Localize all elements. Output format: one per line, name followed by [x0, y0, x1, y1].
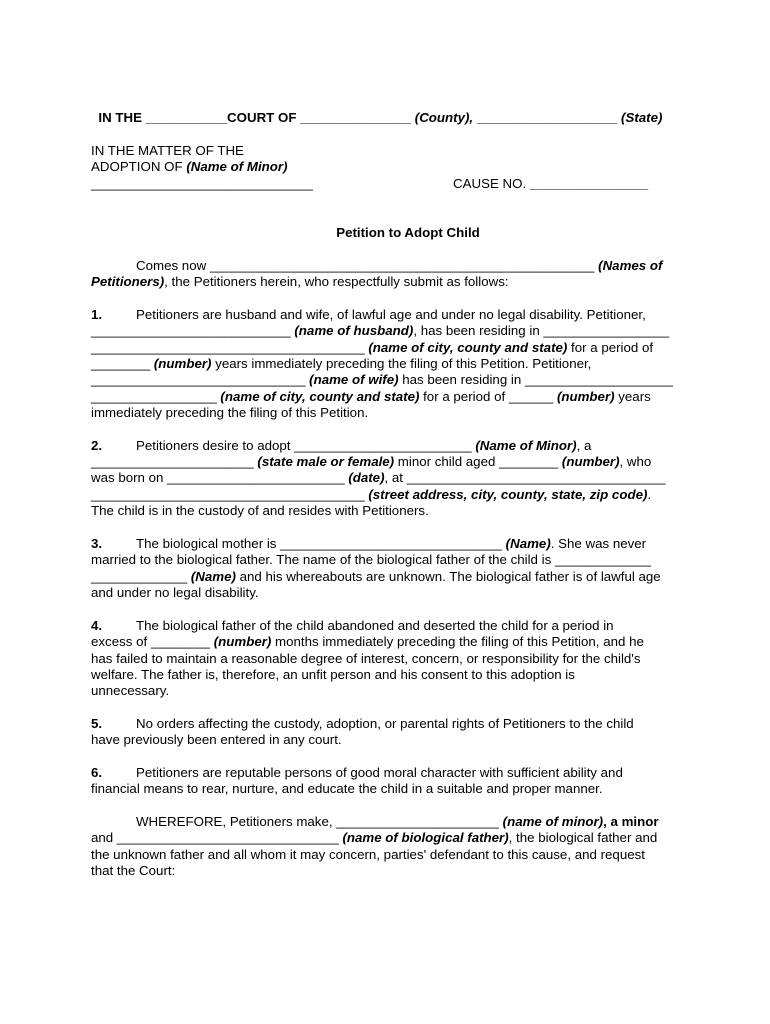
p2-line-3: was born on ________________________ (date), at ___________________________________ — [91, 470, 666, 485]
wherefore-line-3: the unknown father and all whom it may concern, parties' defendant to this cause, and request — [91, 847, 645, 862]
p5-line-2: have previously been entered in any court. — [91, 732, 342, 747]
p1-line-7: immediately preceding the filing of this Petition. — [91, 405, 369, 420]
p2-line-2: ______________________ (state male or female) minor child aged ________ (number), who — [91, 454, 652, 469]
p4-line-3: has failed to maintain a reasonable degree of interest, concern, or responsibility for the child's — [91, 651, 641, 666]
p6-line-2: financial means to rear, nurture, and educate the child in a suitable and proper manner. — [91, 781, 603, 796]
p2-line-5: The child is in the custody of and resides with Petitioners. — [91, 503, 429, 518]
minor-name-blank: ______________________________ — [91, 176, 313, 191]
p3-line-3: _____________ (Name) and his whereabouts are unknown. The biological father is of lawful age — [91, 569, 661, 584]
cause-number: CAUSE NO. ________________ — [453, 176, 649, 191]
p1-line-1: Petitioners are husband and wife, of lawful age and under no legal disability. Petitioner, — [136, 307, 646, 322]
paragraph-number-6: 6. — [91, 765, 103, 780]
wherefore-line-4: that the Court: — [91, 863, 176, 878]
paragraph-number-1: 1. — [91, 307, 103, 322]
p4-line-4: welfare. The father is, therefore, an unfit person and his consent to this adoption is — [91, 667, 575, 682]
document-title: Petition to Adopt Child — [336, 225, 480, 240]
p1-line-5: _____________________________ (name of wife) has been residing in ____________________ — [91, 372, 673, 387]
paragraph-number-5: 5. — [91, 716, 103, 731]
p6-line-1: Petitioners are reputable persons of good moral character with sufficient ability and — [136, 765, 623, 780]
p1-line-6: _________________ (name of city, county and state) for a period of ______ (number) years — [91, 389, 651, 404]
p4-line-1: The biological father of the child abandoned and deserted the child for a period in — [136, 618, 614, 633]
p1-line-2: ___________________________ (name of husband), has been residing in _________________ — [91, 323, 670, 338]
p1-line-3: _____________________________________ (name of city, county and state) for a period of — [91, 340, 654, 355]
paragraph-number-2: 2. — [91, 438, 103, 453]
minor-name-placeholder: (Name of Minor) — [186, 159, 288, 174]
intro-line-1: Comes now ____________________________________________________ (Names of — [136, 258, 663, 273]
court-header: IN THE ___________COURT OF _______________ (County), ___________________ (State) — [98, 110, 663, 125]
paragraph-number-3: 3. — [91, 536, 103, 551]
p3-line-2: married to the biological father. The name of the biological father of the child is _____________ — [91, 552, 652, 567]
p5-line-1: No orders affecting the custody, adoption, or parental rights of Petitioners to the child — [136, 716, 634, 731]
p3-line-1: The biological mother is ______________________________ (Name). She was never — [136, 536, 647, 551]
intro-line-2: Petitioners), the Petitioners herein, who respectfully submit as follows: — [91, 274, 509, 289]
wherefore-line-2: and ______________________________ (name of biological father), the biological father and — [91, 830, 658, 845]
p4-line-2: excess of ________ (number) months immediately preceding the filing of this Petition, and he — [91, 634, 644, 649]
p1-line-4: ________ (number) years immediately preceding the filing of this Petition. Petitioner, — [91, 356, 592, 371]
paragraph-number-4: 4. — [91, 618, 103, 633]
p2-line-4: _____________________________________ (street address, city, county, state, zip code). — [91, 487, 652, 502]
p4-line-5: unnecessary. — [91, 683, 170, 698]
p3-line-4: and under no legal disability. — [91, 585, 259, 600]
p2-line-1: Petitioners desire to adopt ________________________ (Name of Minor), a — [136, 438, 592, 453]
matter-line-1: IN THE MATTER OF THE — [91, 143, 244, 158]
matter-line-2: ADOPTION OF (Name of Minor) — [91, 159, 288, 174]
wherefore-line-1: WHEREFORE, Petitioners make, ______________________ (name of minor), a minor — [136, 814, 659, 829]
